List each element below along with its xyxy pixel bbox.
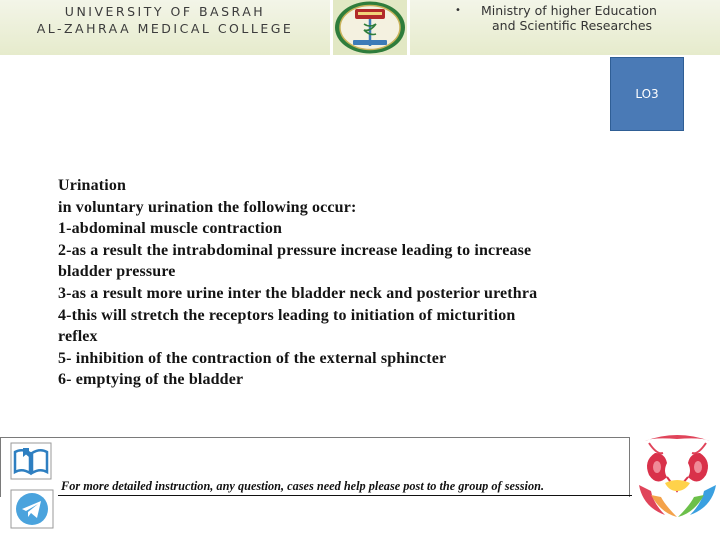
content-line: 4-this will stretch the receptors leading to initiation of micturition (58, 306, 516, 324)
content-line: Urination (58, 177, 127, 194)
footer-instruction: For more detailed instruction, any question, cases need help please post to the group of session. (61, 479, 545, 493)
content-line: bladder pressure (58, 263, 176, 281)
book-icon[interactable] (10, 442, 52, 480)
ministry-line-2: and Scientific Researches (492, 18, 653, 33)
content-line: reflex (58, 328, 98, 346)
bullet: • (455, 5, 461, 16)
university-name: UNIVERSITY OF BASRAH (64, 4, 266, 19)
content-line: 2-as a result the intrabdominal pressure increase leading to increase (58, 241, 532, 259)
slide-content (58, 175, 698, 391)
content-line: 5- inhibition of the contraction of the external sphincter (58, 349, 447, 367)
footer-underline (58, 495, 632, 496)
ministry-line-1: Ministry of higher Education (481, 3, 657, 18)
college-name: AL-ZAHRAA MEDICAL COLLEGE (36, 21, 294, 36)
content-line: in voluntary urination the following occur: (58, 198, 357, 216)
learning-objective-badge (610, 57, 684, 131)
content-line: 3-as a result more urine inter the bladder neck and posterior urethra (58, 284, 538, 302)
content-line: 6- emptying of the bladder (58, 371, 244, 389)
college-seal-logo (333, 0, 407, 55)
content-line: 1-abdominal muscle contraction (58, 220, 283, 238)
badge-label: LO3 (635, 87, 659, 101)
telegram-icon[interactable] (10, 489, 54, 529)
kidney-hands-logo (635, 433, 720, 525)
